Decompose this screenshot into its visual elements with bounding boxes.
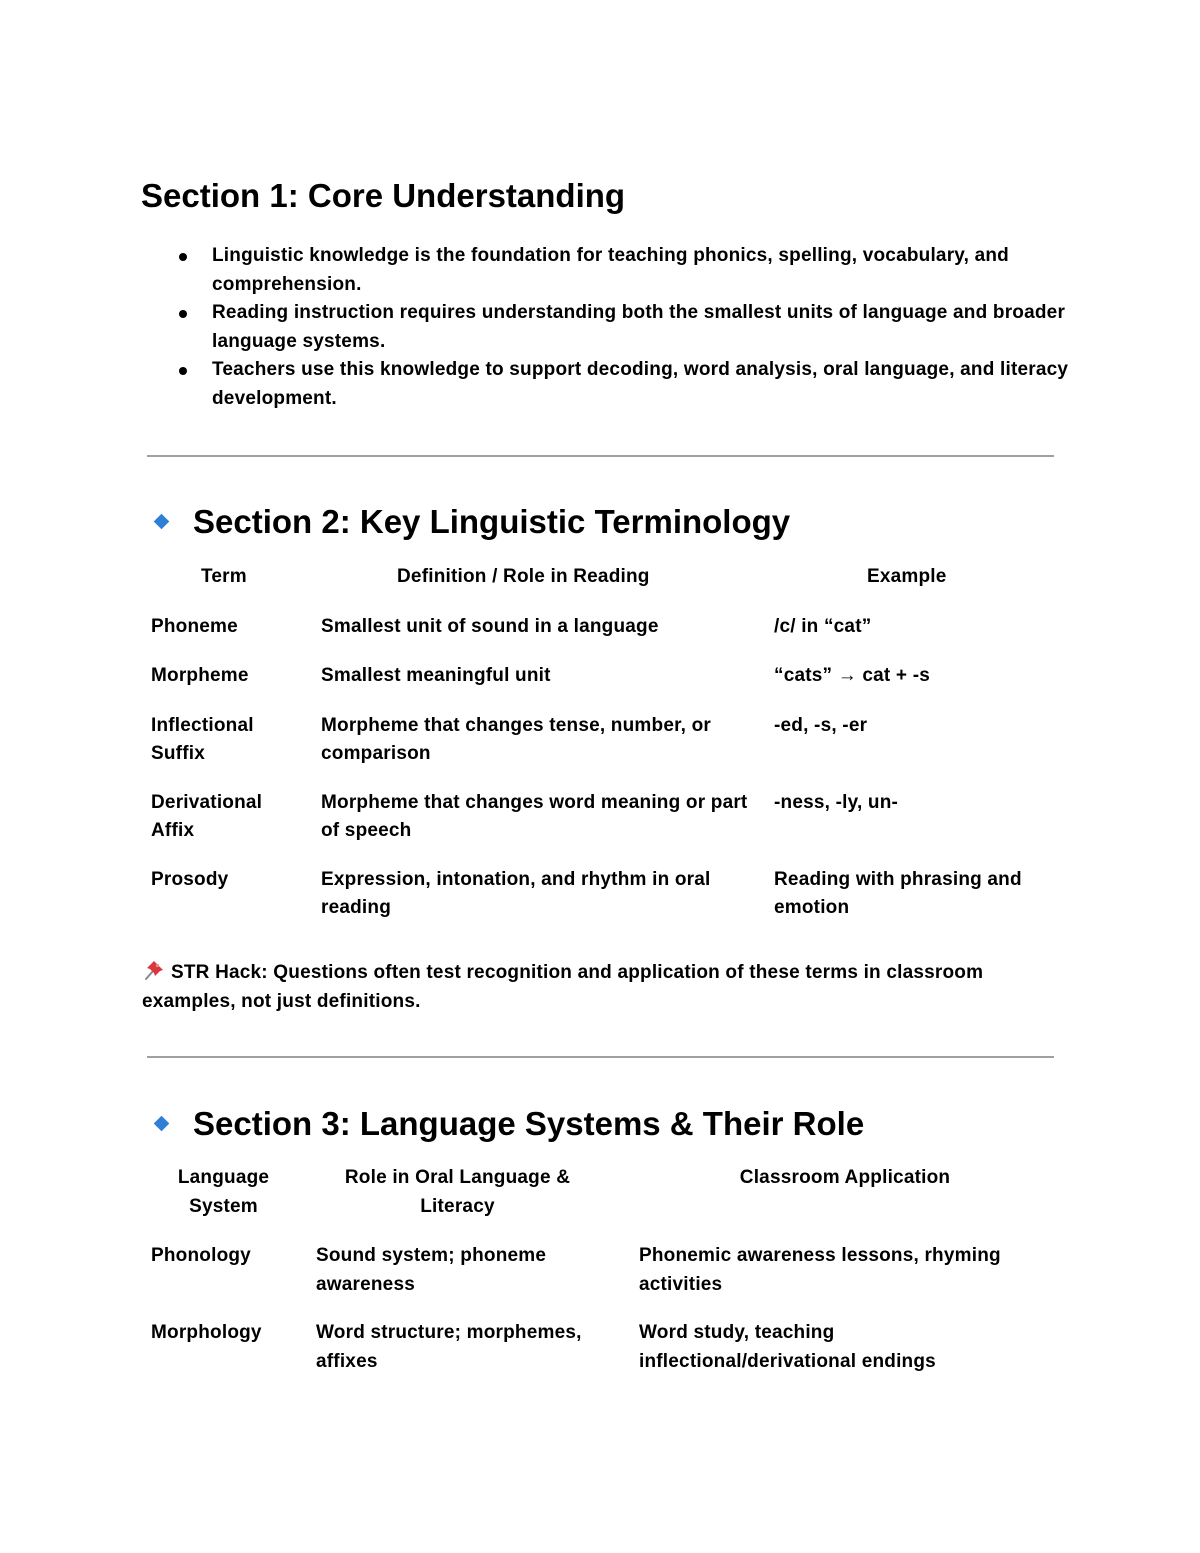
table-row (151, 866, 1031, 923)
example-cell: “cats” → cat + -s (774, 665, 930, 686)
term-cell: Phoneme (151, 615, 238, 637)
column-header-definition: Definition / Role in Reading (397, 566, 650, 587)
bullet-icon (179, 367, 187, 375)
str-hack-note (142, 958, 1002, 1016)
table-header-row (151, 563, 1031, 613)
term-cell: Inflectional Suffix (151, 714, 254, 764)
role-cell: Word structure; morphemes, affixes (316, 1322, 582, 1372)
column-header-example: Example (867, 566, 947, 587)
example-cell: /c/ in “cat” (774, 615, 872, 637)
language-systems-table (151, 1164, 1051, 1376)
definition-cell: Expression, intonation, and rhythm in oral reading (321, 868, 711, 918)
table-row (151, 1319, 1051, 1376)
bullet-icon (179, 310, 187, 318)
diamond-icon (154, 1116, 170, 1132)
bullet-text: Linguistic knowledge is the foundation for teaching phonics, spelling, vocabulary, and comprehension. (212, 245, 1009, 295)
section-divider (147, 1056, 1054, 1058)
column-header-language-system: Language System (177, 1167, 270, 1217)
example-cell: Reading with phrasing and emotion (774, 868, 1022, 918)
diamond-icon (154, 514, 170, 530)
terminology-table (151, 563, 1031, 923)
term-cell: Prosody (151, 868, 229, 890)
application-cell: Word study, teaching inflectional/derivational endings (639, 1322, 936, 1372)
role-cell: Sound system; phoneme awareness (316, 1245, 547, 1295)
table-row (151, 1242, 1051, 1319)
table-header-row (151, 1164, 1051, 1242)
column-header-classroom-application: Classroom Application (739, 1167, 951, 1188)
section1-title: Section 1: Core Understanding (141, 177, 626, 214)
table-row (151, 712, 1031, 789)
term-cell: Derivational Affix (151, 791, 263, 841)
table-row (151, 789, 1031, 866)
pushpin-icon (142, 958, 166, 982)
definition-cell: Smallest meaningful unit (321, 665, 551, 686)
example-cell: -ed, -s, -er (774, 714, 868, 736)
example-cell: -ness, -ly, un- (774, 791, 899, 813)
application-cell: Phonemic awareness lessons, rhyming activities (639, 1245, 1001, 1295)
table-row (151, 662, 1031, 712)
list-item (212, 242, 1072, 299)
column-header-role: Role in Oral Language & Literacy (344, 1167, 571, 1217)
definition-cell: Morpheme that changes tense, number, or comparison (321, 714, 711, 764)
definition-cell: Morpheme that changes word meaning or part of speech (321, 791, 748, 841)
definition-cell: Smallest unit of sound in a language (321, 615, 659, 637)
list-item (212, 356, 1072, 413)
list-item (212, 299, 1072, 356)
bullet-icon (179, 253, 187, 261)
bullet-text: Reading instruction requires understanding both the smallest units of language and broader language systems. (212, 302, 1066, 352)
column-header-term: Term (201, 566, 247, 587)
section2-title: Section 2: Key Linguistic Terminology (193, 503, 791, 540)
section-divider (147, 455, 1054, 457)
system-cell: Morphology (151, 1322, 262, 1343)
section1-bullet-list (212, 242, 1072, 413)
bullet-text: Teachers use this knowledge to support decoding, word analysis, oral language, and literacy development. (212, 359, 1069, 409)
str-hack-text: STR Hack: Questions often test recognition and application of these terms in classroom examples, not just definitions. (142, 962, 984, 1012)
system-cell: Phonology (151, 1245, 251, 1266)
term-cell: Morpheme (151, 665, 249, 686)
section3-title: Section 3: Language Systems & Their Role (193, 1105, 865, 1142)
table-row (151, 613, 1031, 663)
